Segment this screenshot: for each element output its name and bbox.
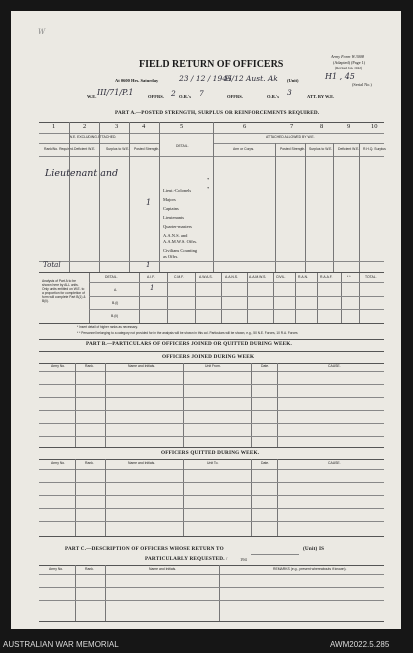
col-header-deficient-att: Deficient W.E. [338, 147, 360, 151]
quitted-header-date: Date. [261, 461, 270, 465]
handwritten-we: III/71/P.1 [97, 88, 134, 97]
quitted-line [277, 459, 278, 536]
joined-bottom-rule [39, 447, 384, 448]
joined-line [277, 363, 278, 447]
detail-label: DETAIL. [176, 144, 189, 148]
part-c-header-remarks: REMARKS (e.g., present whereabouts if known). [273, 567, 347, 571]
joined-row-rule [39, 410, 384, 411]
quitted-line [183, 459, 184, 536]
col-line [159, 122, 160, 272]
col-num-9: 9 [347, 123, 351, 130]
analysis-note: Analysis of Part A to be shown here by ALL units. Only units entitled on W.E. to a proportion for completion of form will complete Part B(1) & B(ii). [42, 279, 86, 303]
analysis-header-total: TOTAL. [365, 275, 377, 279]
part-c-bottom-rule [39, 621, 384, 622]
handwritten-lieut-count: 1 [146, 198, 152, 207]
joined-row-rule [39, 423, 384, 424]
col-line [69, 122, 70, 272]
analysis-line [167, 273, 168, 323]
quitted-header-unit: Unit To. [207, 461, 219, 465]
joined-header-date: Date. [261, 364, 270, 368]
part-c-rule [39, 565, 384, 566]
handwritten-total-label: Total [43, 261, 61, 269]
col-num-6: 6 [243, 123, 247, 130]
col-header-rank: Rank/No. Required. [44, 147, 74, 151]
handwritten-lieut-entry: Lieutenant and [45, 168, 119, 179]
quitted-row-rule [39, 508, 384, 509]
col-header-arm: Arm or Corps. [233, 147, 255, 151]
quitted-line [251, 459, 252, 536]
offrs-2-label: OFFRS. [227, 94, 243, 99]
form-sheet [11, 11, 401, 629]
part-c-line [219, 565, 220, 621]
form-ref-2: (Adapted) (Page 1) [333, 60, 366, 65]
ors-2-label: O.R.'s [267, 94, 280, 99]
col-num-2: 2 [83, 123, 87, 130]
rank-lieut-colonels: Lieut.-Colonels [163, 188, 192, 193]
handwritten-total-count: 1 [146, 261, 151, 269]
joined-line [251, 363, 252, 447]
part-c-header-rule [39, 574, 384, 575]
col-num-10: 10 [371, 123, 378, 130]
part-c-header-rank: Rank. [85, 567, 94, 571]
col-line [275, 143, 276, 272]
footnote-1: * Insert detail of higher ranks as necessary. [77, 325, 138, 329]
joined-header-rank: Rank. [85, 364, 94, 368]
analysis-line [139, 273, 140, 323]
rank-lieutenants: Lieutenants [163, 215, 184, 220]
part-c-unit-is: (Unit) IS [303, 546, 325, 552]
handwritten-date: 23 / 12 / 1945 [179, 74, 232, 83]
col-line [333, 143, 334, 272]
quitted-bottom-rule [39, 536, 384, 537]
handwritten-offrs-we: 2 [171, 89, 176, 98]
rank-captains: Captains [163, 206, 179, 211]
part-b-rule [39, 351, 384, 352]
rank-civilians: Civilians Counting [163, 248, 198, 253]
col-header-surplus: Surplus to W.E. [106, 147, 130, 151]
col-header-posted-att: Posted Strength. [280, 147, 306, 151]
joined-header-rule [39, 371, 384, 372]
att-label: ATT. BY W.E. [307, 94, 335, 99]
analysis-line [341, 273, 342, 323]
quitted-title: OFFICERS QUITTED DURING WEEK. [161, 450, 260, 456]
analysis-line [359, 273, 360, 323]
analysis-rule [89, 309, 384, 310]
analysis-header-awas: A.W.A.S. [199, 275, 213, 279]
part-a-rule [39, 133, 384, 134]
offrs-1-label: OFFRS. [148, 94, 164, 99]
analysis-row-a: A. [114, 288, 118, 292]
col-header-deficient: Deficient W.E. [74, 147, 96, 151]
rank-aans: A.A.N.S. and [163, 233, 188, 238]
handwritten-unit: H/12 Aust. Ak [225, 74, 278, 83]
joined-row-rule [39, 436, 384, 437]
col-num-1: 1 [52, 123, 56, 130]
analysis-header-raaf: R.A.A.F. [320, 275, 333, 279]
asterisk-mark: * [207, 177, 210, 182]
serial-label: (Serial No.) [352, 82, 372, 87]
part-c-year: 194 [240, 557, 247, 562]
handwritten-ors: 3 [287, 88, 292, 97]
attached-allowed-label: ATTACHED ALLOWED BY W.E. [266, 135, 315, 139]
handwritten-offrs-att: 7 [199, 89, 204, 98]
joined-line [105, 363, 106, 447]
col-line [213, 122, 214, 272]
col-header-surplus-att: Surplus to W.E. [309, 147, 333, 151]
col-num-8: 8 [320, 123, 324, 130]
part-b-top-rule [39, 339, 384, 340]
form-ref-3: (Revised Jan. 1942) [335, 66, 363, 70]
analysis-header-ran: R.A.N. [298, 275, 308, 279]
quitted-line [105, 459, 106, 536]
analysis-line [89, 273, 90, 323]
form-ref-1: Army Form W.3008 [331, 54, 364, 59]
quitted-row-rule [39, 482, 384, 483]
footnote-2: * * Personnel belonging to a category not provided for in the analysis will be shown in this col. Particulars will be shown, e.g., 50 N.E. Forces, 10 R.A. Forces [77, 331, 298, 335]
analysis-line [273, 273, 274, 323]
we-label: W.E. [87, 94, 97, 99]
quitted-header-cause: CAUSE. [328, 461, 341, 465]
we-excluding-label: W.E. EXCLUDING ATTACHED. [69, 135, 117, 139]
corner-mark: W [38, 28, 46, 36]
joined-line [183, 363, 184, 447]
quitted-header-rule [39, 469, 384, 470]
footer-right: AWM2022.5.285 [330, 640, 390, 649]
quitted-line [75, 459, 76, 536]
form-title: FIELD RETURN OF OFFICERS [139, 59, 284, 70]
col-header-posted: Posted Strength. [134, 147, 160, 151]
total-bottom-rule [39, 272, 384, 273]
part-c-header-name: Name and Initials. [149, 567, 177, 571]
analysis-row-bii: B.(ii) [111, 314, 118, 318]
joined-header-name: Name and Initials. [128, 364, 156, 368]
analysis-header-other: * * [347, 275, 351, 279]
part-c-row-rule [39, 587, 384, 588]
joined-row-rule [39, 384, 384, 385]
at-time-label: At 0600 Hrs. Saturday [115, 78, 159, 83]
analysis-rule [89, 282, 384, 283]
quitted-rule [39, 459, 384, 460]
part-c-unit-blank [251, 554, 299, 555]
quitted-header-rank: Rank. [85, 461, 94, 465]
part-c-line2: PARTICULARLY REQUESTED. [145, 556, 225, 562]
analysis-line [247, 273, 248, 323]
analysis-line [221, 273, 222, 323]
handwritten-serial: H1 , 45 [325, 72, 355, 81]
part-a-top-rule [39, 122, 384, 123]
joined-header-army-no: Army No. [51, 364, 66, 368]
analysis-line [317, 273, 318, 323]
analysis-bottom-rule [39, 323, 384, 324]
part-c-date-sep: / [226, 556, 228, 561]
part-c-row-rule [39, 600, 384, 601]
analysis-line [295, 273, 296, 323]
part-a-heading: PART A.—POSTED STRENGTH, SURPLUS OR REINFORCEMENTS REQUIRED. [115, 110, 320, 116]
joined-header-unit: Unit From. [205, 364, 221, 368]
analysis-header-civil: CIVIL. [276, 275, 286, 279]
analysis-header-aans: A.A.N.S. [225, 275, 239, 279]
analysis-row-bi: B.(i) [112, 301, 119, 305]
rank-majors: Majors [163, 197, 176, 202]
analysis-header-detail: DETAIL. [105, 275, 118, 279]
asterisk-mark: * [207, 186, 210, 191]
ors-1-label: O.R.'s [179, 94, 192, 99]
part-b-heading: PART B.—PARTICULARS OF OFFICERS JOINED OR QUITTED DURING WEEK. [86, 341, 293, 347]
col-num-5: 5 [180, 123, 184, 130]
rank-quarter-masters: Quarter-masters [163, 224, 192, 229]
part-c-line1: PART C.—DESCRIPTION OF OFFICERS WHOSE RETURN TO [65, 546, 224, 552]
rank-civilians-2: as Offrs. [163, 254, 179, 259]
part-c-header-army-no: Army No. [49, 567, 64, 571]
col-header-rhq: R.H.Q. Surplus [363, 147, 386, 151]
joined-row-rule [39, 397, 384, 398]
part-c-line [75, 565, 76, 621]
total-rule [39, 261, 384, 262]
col-line [305, 143, 306, 272]
unit-label: (Unit) [287, 78, 299, 83]
analysis-header-aif: A.I.F. [147, 275, 155, 279]
col-line [359, 143, 360, 272]
col-num-4: 4 [142, 123, 146, 130]
analysis-line [195, 273, 196, 323]
analysis-header-aamws: A.A.M.W.S. [249, 275, 267, 279]
handwritten-analysis-a: 1 [150, 284, 155, 292]
analysis-rule [89, 296, 384, 297]
analysis-header-cmf: C.M.F. [174, 275, 184, 279]
col-num-3: 3 [115, 123, 119, 130]
quitted-header-army-no: Army No. [51, 461, 66, 465]
quitted-header-name: Name and Initials. [128, 461, 156, 465]
part-c-line [105, 565, 106, 621]
joined-header-cause: CAUSE. [328, 364, 341, 368]
quitted-row-rule [39, 521, 384, 522]
footer-left: AUSTRALIAN WAR MEMORIAL [3, 640, 119, 649]
rank-aamws: A.A.M.W.S. Offrs. [163, 239, 198, 244]
joined-title: OFFICERS JOINED DURING WEEK [162, 354, 255, 360]
col-num-7: 7 [290, 123, 294, 130]
quitted-row-rule [39, 495, 384, 496]
col-line [99, 122, 100, 272]
joined-line [75, 363, 76, 447]
col-line [129, 122, 130, 272]
